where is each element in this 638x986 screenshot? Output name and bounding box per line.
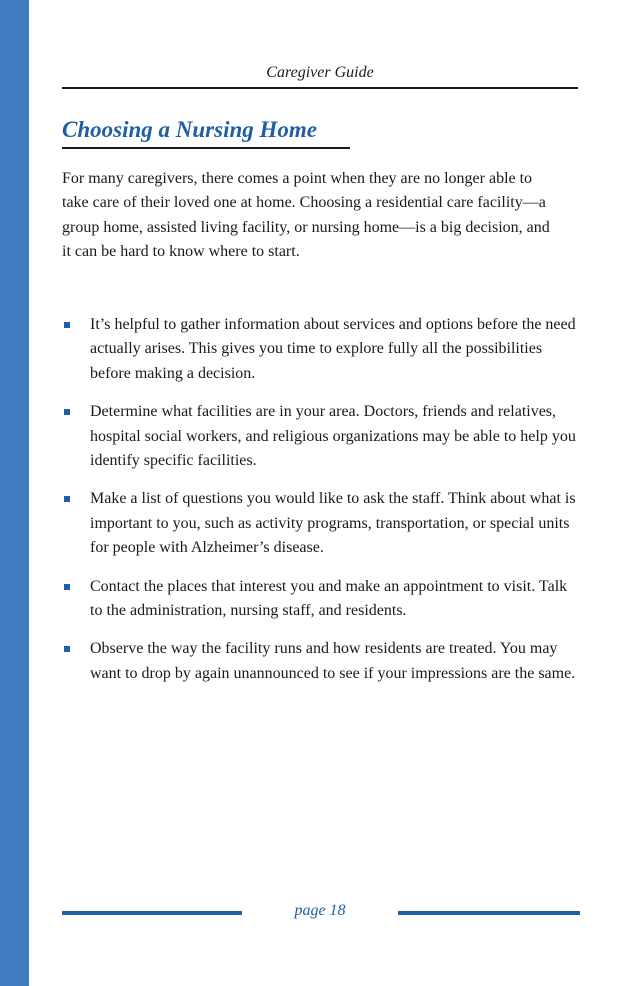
left-margin-bar <box>0 0 29 986</box>
square-bullet-icon <box>64 322 70 328</box>
list-item-text: Contact the places that interest you and make an appointment to visit. Talk to the administration, nursing staff, and residents. <box>90 577 568 620</box>
intro-paragraph: For many caregivers, there comes a point when they are no longer able to take care of their loved one at home. Choosing a residential care facility—a group home, assisted living facility, or nursing home—is a big decision, and it can be hard to know where to start. <box>62 170 550 261</box>
footer-rule-left <box>62 911 242 915</box>
list-item <box>62 400 578 473</box>
list-item-text: It’s helpful to gather information about services and options before the need actually arises. This gives you time to explore fully all the possibilities before making a decision. <box>90 316 576 382</box>
running-header: Caregiver Guide <box>266 64 374 81</box>
tips-list <box>62 313 578 700</box>
square-bullet-icon <box>64 496 70 502</box>
title-underline <box>62 147 350 149</box>
list-item <box>62 487 578 560</box>
square-bullet-icon <box>64 646 70 652</box>
square-bullet-icon <box>64 584 70 590</box>
header-rule <box>62 87 578 89</box>
list-item-text: Observe the way the facility runs and how residents are treated. You may want to drop by again unannounced to see if your impressions are the same. <box>90 640 576 682</box>
footer-rule-right <box>398 911 580 915</box>
list-item-text: Determine what facilities are in your area. Doctors, friends and relatives, hospital social workers, and religious organizations may be able to help you identify specific facilities. <box>90 403 576 470</box>
list-item <box>62 575 578 624</box>
list-item <box>62 637 578 686</box>
square-bullet-icon <box>64 409 70 415</box>
list-item-text: Make a list of questions you would like to ask the staff. Think about what is important to you, such as activity programs, transportation, or special units for people with Alzheimer’s disease. <box>90 490 576 557</box>
page-title: Choosing a Nursing Home <box>62 117 317 142</box>
page-number: page 18 <box>294 902 346 919</box>
list-item <box>62 313 578 386</box>
